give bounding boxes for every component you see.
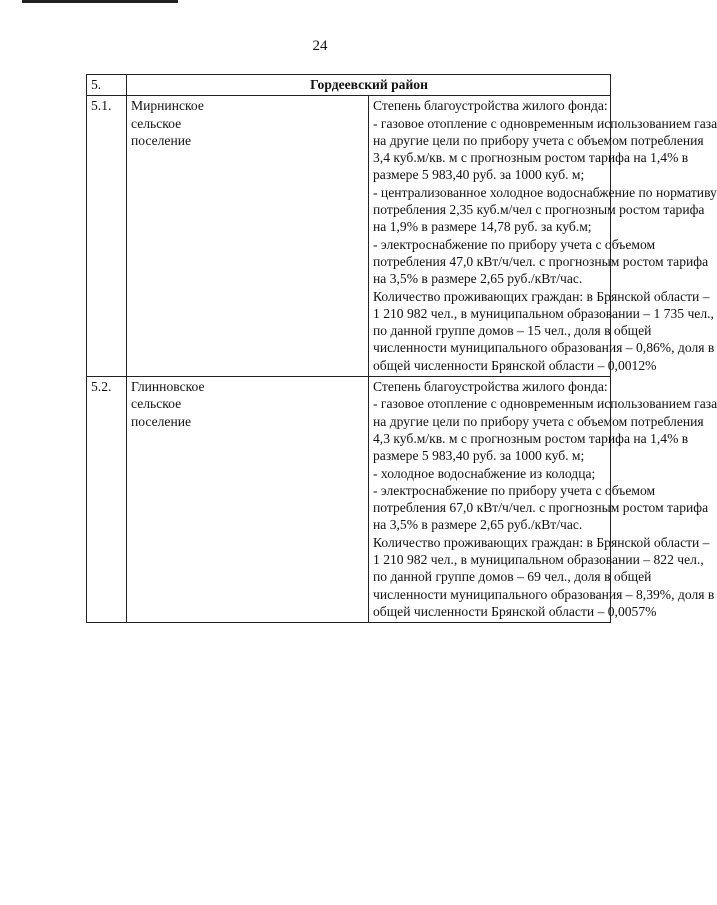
text-line: потребления 2,35 куб.м/чел с прогнозным ростом тарифа — [373, 202, 705, 218]
top-rule — [22, 0, 178, 3]
text-line: Количество проживающих граждан: в Брянской области – — [373, 288, 710, 304]
text-line: Количество проживающих граждан: в Брянской области – — [373, 534, 710, 550]
settlement-description — [369, 96, 717, 377]
text-line: поселение — [131, 132, 192, 148]
text-line: - централизованное холодное водоснабжение по нормативу — [373, 184, 717, 200]
settlement-description — [369, 377, 717, 623]
text-line: - газовое отопление с одновременным использованием газа — [373, 396, 717, 412]
settlement-table — [86, 74, 717, 623]
text-line: на другие цели по прибору учета с объемом потребления — [373, 413, 704, 429]
text-line: Степень благоустройства жилого фонда: — [373, 379, 608, 395]
page-number: 24 — [312, 38, 328, 54]
text-line: 1 210 982 чел., в муниципальном образовании – 822 чел., — [373, 552, 704, 568]
table-header-row — [87, 75, 611, 96]
text-line: Глинновское — [131, 379, 205, 395]
text-line: потребления 67,0 кВт/ч/чел. с прогнозным ростом тарифа — [373, 500, 709, 516]
row-number: 5.2. — [87, 377, 127, 623]
table-row — [87, 377, 611, 623]
text-line: общей численности Брянской области – 0,0012% — [373, 357, 657, 373]
text-line: общей численности Брянской области – 0,0057% — [373, 603, 657, 619]
text-line: Степень благоустройства жилого фонда: — [373, 98, 608, 114]
text-line: по данной группе домов – 69 чел., доля в общей — [373, 569, 652, 585]
text-line: на 3,5% в размере 2,65 руб./кВт/час. — [373, 517, 583, 533]
text-line: размере 5 983,40 руб. за 1000 куб. м; — [373, 167, 585, 183]
text-line: - газовое отопление с одновременным использованием газа — [373, 115, 717, 131]
text-line: Мирнинское — [131, 98, 204, 114]
text-line: 1 210 982 чел., в муниципальном образовании – 1 735 чел., — [373, 305, 714, 321]
table-row — [87, 96, 611, 377]
text-line: - электроснабжение по прибору учета с объемом — [373, 482, 656, 498]
settlement-name — [127, 377, 369, 623]
text-line: 3,4 куб.м/кв. м с прогнозным ростом тарифа на 1,4% в — [373, 150, 689, 166]
text-line: численности муниципального образования – 0,86%, доля в — [373, 340, 715, 356]
text-line: сельское — [131, 115, 182, 131]
settlement-name — [127, 96, 369, 377]
row-number: 5.1. — [87, 96, 127, 377]
text-line: на другие цели по прибору учета с объемом потребления — [373, 132, 704, 148]
section-title: Гордеевский район — [127, 75, 611, 96]
section-number: 5. — [87, 75, 127, 96]
text-line: по данной группе домов – 15 чел., доля в общей — [373, 323, 652, 339]
text-line: размере 5 983,40 руб. за 1000 куб. м; — [373, 448, 585, 464]
text-line: сельское — [131, 396, 182, 412]
text-line: потребления 47,0 кВт/ч/чел. с прогнозным ростом тарифа — [373, 253, 709, 269]
text-line: на 3,5% в размере 2,65 руб./кВт/час. — [373, 271, 583, 287]
text-line: на 1,9% в размере 14,78 руб. за куб.м; — [373, 219, 592, 235]
text-line: поселение — [131, 413, 192, 429]
text-line: 4,3 куб.м/кв. м с прогнозным ростом тарифа на 1,4% в — [373, 430, 689, 446]
text-line: - холодное водоснабжение из колодца; — [373, 465, 596, 481]
text-line: численности муниципального образования – 8,39%, доля в — [373, 586, 715, 602]
text-line: - электроснабжение по прибору учета с объемом — [373, 236, 656, 252]
